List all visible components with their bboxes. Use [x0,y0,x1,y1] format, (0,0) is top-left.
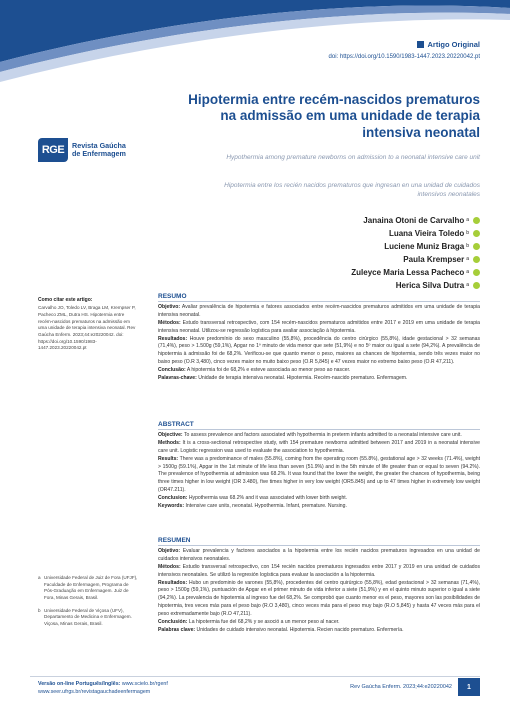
resumen-conclusion: Conclusión: La hipotermia fue del 68,2% y se asoció a un menor peso al nacer. [158,619,340,626]
journal-logo [38,138,126,162]
seer-link[interactable]: www.seer.ufrgs.br/revistagauchadeenfermagem [38,688,151,695]
abstract-objective: Objective: To assess prevalence and factors associated with hypothermia in preterm infants admitted to a neonatal intensive care unit. [158,432,462,438]
author-name: Janaina Otoni de Carvalho [363,216,465,225]
affiliation-text: Universidade Federal de Viçosa (UFV), Departamento de Medicina e Enfermagem. Viçosa, Minas Gerais, Brasil. [44,607,132,626]
abstract-methods: Methods: It is a cross-sectional retrospective study, with 154 premature newborns admitted between 2017 and 2019 in a neonatal intensive care unit. Logistic regression was used to evaluate the association to hypothermia. [158,439,480,454]
author-affiliation-mark: a [466,269,469,275]
author-name: Luciene Muniz Braga [384,242,465,251]
how-to-cite-box [38,297,138,352]
affiliations [38,575,138,634]
journal-reference: Rev Gaúcha Enferm. 2023;44:e20220042 [350,684,452,690]
resumo-results: Resultados: Houve predomínio do sexo masculino (55,8%), procedência do centro cirúrgico (55,8%), idade gestacional > 32 semanas (71,4%), peso > 1.500g (59,1%), Apgar no 1º minuto de vida menor que sete (51,9%) e no 5º maior ou igual a sete (94,2%). A prevalência de hipotermia à admissão foi de 68,2%. Verificou-se que quanto menor o peso, maiores as chances de hipotermia, sendo três vezes maior no baixo peso (O.R 3,480), cinco vezes maior no muito baixo peso (O.R 5,845) e 47 vezes maior no extremo baixo peso (O.R 47,211). [158,335,480,366]
article-type-label [417,40,481,49]
abstract-section [158,421,480,511]
orcid-icon[interactable] [473,282,480,289]
author-list [351,214,480,292]
author-item [351,214,480,227]
subtitle-spanish: Hipotermia entre los recién nacidos prematuros que ingresan en una unidad de cuidados intensivos neonatales [224,182,480,198]
scielo-link[interactable]: www.scielo.br/rgenf [121,681,168,687]
author-affiliation-mark: a [466,256,469,262]
journal-name-line1: Revista Gaúcha [72,140,126,150]
resumen-methods: Métodos: Estudio transversal retrospectivo, con 154 recién nacidos prematuros ingresados entre 2017 y 2019 en una unidad de cuidados intensivos neonatales. Se utilizó la regresión logística para evaluar la asociación a la hipotermia. [158,563,480,578]
orcid-icon[interactable] [473,269,480,276]
how-to-cite-text: Carvalho JO, Toledo LV, Braga LM, Krempser P, Pacheco ZML, Dutra HS. Hipotermia entre recém-nascidos prematuros na admissão em uma unidade de terapia intensiva neonatal. Rev Gaúcha Enferm. 2023;44:e20220042. doi: https://doi.org/10.1590/1983-1447.2023.20220042.pt [38,305,136,351]
author-affiliation-mark: a [466,217,469,223]
author-affiliation-mark: a [466,282,469,288]
author-name: Luana Vieira Toledo [388,229,465,238]
orcid-icon[interactable] [473,243,480,250]
author-name: Herica Silva Dutra [395,281,465,290]
abstract-results: Results: There was a predominance of males (55.8%), coming from the operating room (55.8%), gestational age > 32 weeks (71.4%), weight > 1500g (59.1%), Apgar in the 1st minute of life less than seven (51.9%) and in the 5th minute of life greater than or equal to seven (94.2%). The prevalence of hypothermia at admission was 68.2%. It was found that the lower the weight, the greater the chances of hypothermia, being three times higher in low weight (OR 3.480), five times higher in very low weight (OR5.845) and up to 47 times higher in extremely low weight (OR47.211). [158,455,480,494]
author-item [351,240,480,253]
resumo-methods: Métodos: Estudo transversal retrospectivo, com 154 recém-nascidos prematuros admitidos entre 2017 e 2019 em uma unidade de terapia intensiva neonatal. Utilizou-se regressão logística para avaliar associação à hipotermia. [158,319,480,334]
resumo-keywords: Palavras-chave: Unidade de terapia intensiva neonatal. Hipotermia. Recém-nascido prematuro. Enfermagem. [158,375,408,382]
resumo-objective: Objetivo: Avaliar prevalência de hipotermia e fatores associados entre recém-nascidos prematuros admitidos em uma unidade de terapia intensiva neonatal. [158,304,480,318]
affiliation-item [38,575,138,602]
affiliation-mark: a [38,575,41,580]
abstract-keywords: Keywords: Intensive care units, neonatal. Hypothermia. Infant, premature. Nursing. [158,503,347,510]
article-title: Hipotermia entre recém-nascidos prematuros na admissão em uma unidade de terapia intensiva neonatal [188,92,480,140]
orcid-icon[interactable] [473,256,480,263]
page-number: 1 [458,678,480,696]
square-bullet-icon [417,41,424,48]
author-item [351,253,480,266]
journal-name-line2: de Enfermagem [72,149,126,158]
affiliation-mark: b [38,607,41,613]
author-name: Paula Krempser [403,255,465,264]
resumen-heading: RESUMEN [158,537,480,546]
how-to-cite-heading: Como citar este artigo: [38,297,93,303]
resumen-section [158,537,480,635]
author-item [351,266,480,279]
resumen-objective: Objetivo: Evaluar prevalencia y factores asociados a la hipotermia entre los recién nacidos prematuros ingresados en una unidad de cuidados intensivos neonatales. [158,548,480,562]
subtitle-english: Hypothermia among premature newborns on admission to a neonatal intensive care unit [226,154,480,161]
author-item [351,279,480,292]
online-version-label: Versão on-line Português/Inglês: [38,681,121,687]
affiliation-text: Universidade Federal de Juiz de Fora (UFJF), Faculdade de Enfermagem, Programa de Pós-Graduação em Enfermagem. Juiz de Fora, Minas Gerais, Brasil. [44,575,138,600]
footer-divider [30,676,480,677]
resumo-conclusion: Conclusão: A hipotermia foi de 68,2% e esteve associada ao menor peso ao nascer. [158,367,351,374]
rge-logo-icon: RGE [38,138,68,162]
orcid-icon[interactable] [473,230,480,237]
article-type-text: Artigo Original [427,40,480,49]
author-name: Zuleyce Maria Lessa Pacheco [351,268,465,277]
resumo-heading: RESUMO [158,293,480,302]
doi-link[interactable]: doi: https://doi.org/10.1590/1983-1447.2023.20220042.pt [328,54,480,60]
orcid-icon[interactable] [473,217,480,224]
author-item [351,227,480,240]
abstract-conclusion: Conclusion: Hypothermia was 68.2% and it was associated with lower birth weight. [158,495,348,502]
resumen-keywords: Palabras clave: Unidades de cuidado intensivo neonatal. Hipotermia. Recien nacido prematuro. Enfermería. [158,626,404,633]
resumen-results: Resultados: Hubo un predominio de varones (55,8%), procedentes del centro quirúrgico (55,8%), edad gestacional > 32 semanas (71,4%), peso > 1500g (59,1%), puntuación de Apgar en el primer minuto de vida inferior a siete (51,9%) y en el quinto minuto superior o igual a siete (94,2%). La prevalencia de hipotermia al ingreso fue del 68,2%. Se comprobó que cuanto menor es el peso, mayores son las posibilidades de hipotermia, tres veces más para el peso bajo (R.O 3,480), cinco veces más para el peso muy bajo (R.O 5,845) y hasta 47 veces más para el peso extremadamente bajo (R.O 47,211). [158,579,480,618]
author-affiliation-mark: b [466,243,469,249]
author-affiliation-mark: b [466,230,469,236]
abstract-heading: ABSTRACT [158,421,480,430]
resumo-section [158,293,480,383]
affiliation-item [38,608,138,628]
footer-links [38,681,168,697]
